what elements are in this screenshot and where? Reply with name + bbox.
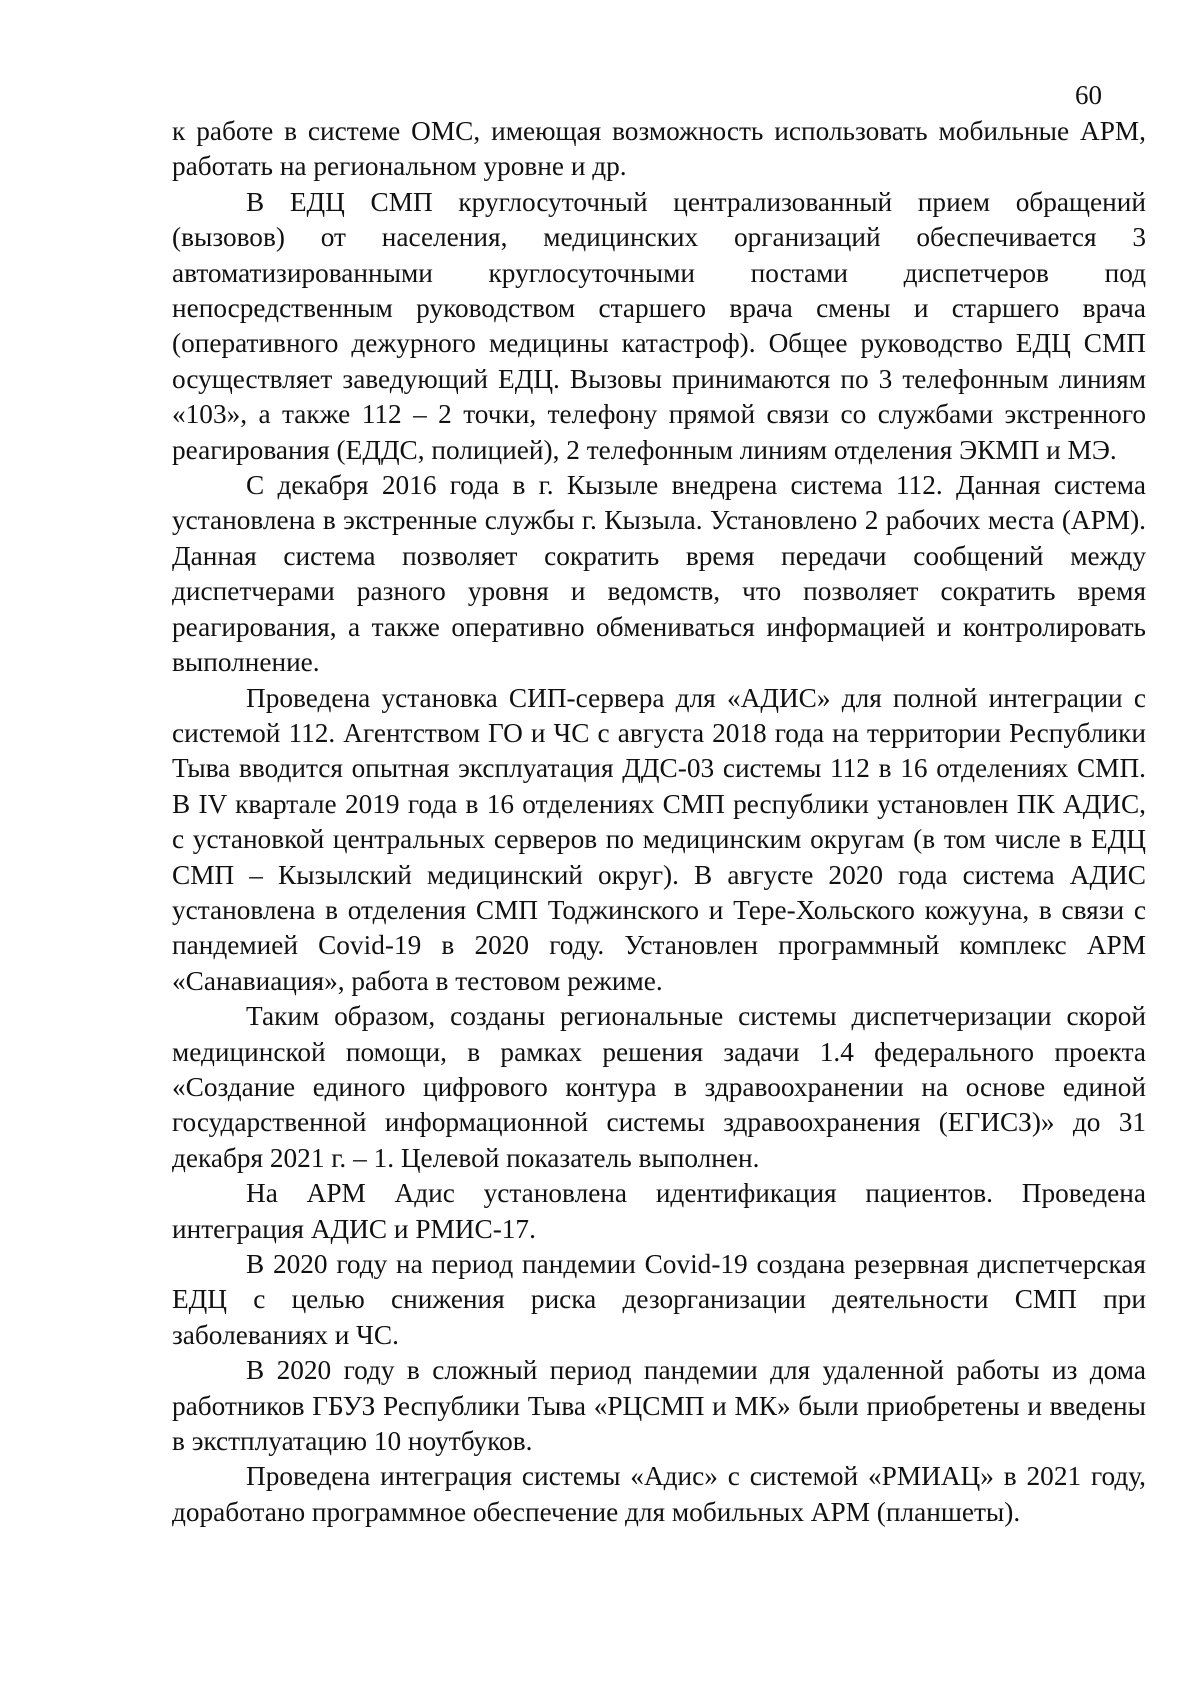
page-number: 60 bbox=[1075, 80, 1102, 110]
paragraph-dispatch-systems-summary: Таким образом, созданы региональные системы диспетчеризации скорой медицинской помощи, в рамках решения задачи 1.4 федерального проекта «Создание единого цифрового контура в здравоохранении на основе единой государственной информационной системы здравоохранения (ЕГИСЗ)» до 31 декабря 2021 г. – 1. Целевой показатель выполнен. bbox=[172, 1001, 1146, 1173]
paragraph-rmiac-integration: Проведена интеграция системы «Адис» с системой «РМИАЦ» в 2021 году, доработано программное обеспечение для мобильных АРМ (планшеты). bbox=[172, 1461, 1146, 1527]
paragraph-laptops: В 2020 году в сложный период пандемии для удаленной работы из дома работников ГБУЗ Республики Тыва «РЦСМП и МК» были приобретены и введены в экстплуатацию 10 ноутбуков. bbox=[172, 1355, 1146, 1457]
paragraph-reserve-dispatch: В 2020 году на период пандемии Covid-19 создана резервная диспетчерская ЕДЦ с целью снижения риска дезорганизации деятельности СМП при заболеваниях и ЧС. bbox=[172, 1249, 1146, 1350]
paragraph-patient-identification: На АРМ Адис установлена идентификация пациентов. Проведена интеграция АДИС и РМИС-17. bbox=[172, 1178, 1146, 1244]
paragraph-edc-call-reception: В ЕДЦ СМП круглосуточный централизованный прием обращений (вызовов) от населения, медицинских организаций обеспечивается 3 автоматизированными круглосуточными постами диспетчеров под непосредственным руководством старшего врача смены и старшего врача (оперативного дежурного медицины катастроф). Общее руководство ЕДЦ СМП осуществляет заведующий ЕДЦ. Вызовы принимаются по 3 телефонным линиям «103», а также 112 – 2 точки, телефону прямой связи со службами экстренного реагирования (ЕДДС, полицией), 2 телефонным линиям отделения ЭКМП и МЭ. bbox=[172, 186, 1146, 465]
paragraph-system-112: С декабря 2016 года в г. Кызыле внедрена система 112. Данная система установлена в экстренные службы г. Кызыла. Установлено 2 рабочих места (АРМ). Данная система позволяет сократить время передачи сообщений между диспетчерами разного уровня и ведомств, что позволяет сократить время реагирования, а также оперативно обмениваться информацией и контролировать выполнение. bbox=[172, 470, 1146, 678]
document-body bbox=[172, 114, 1146, 1530]
paragraph-continuation: к работе в системе ОМС, имеющая возможность использовать мобильные АРМ, работать на региональном уровне и др. bbox=[172, 116, 1146, 182]
paragraph-adis-integration: Проведена установка СИП-сервера для «АДИС» для полной интеграции с системой 112. Агентством ГО и ЧС с августа 2018 года на территории Республики Тыва вводится опытная эксплуатация ДДС-03 системы 112 в 16 отделениях СМП. В IV квартале 2019 года в 16 отделениях СМП республики установлен ПК АДИС, с установкой центральных серверов по медицинским округам (в том числе в ЕДЦ СМП – Кызылский медицинский округ). В августе 2020 года система АДИС установлена в отделения СМП Тоджинского и Тере-Хольского кожууна, в связи с пандемией Covid-19 в 2020 году. Установлен программный комплекс АРМ «Санавиация», работа в тестовом режиме. bbox=[172, 682, 1146, 996]
